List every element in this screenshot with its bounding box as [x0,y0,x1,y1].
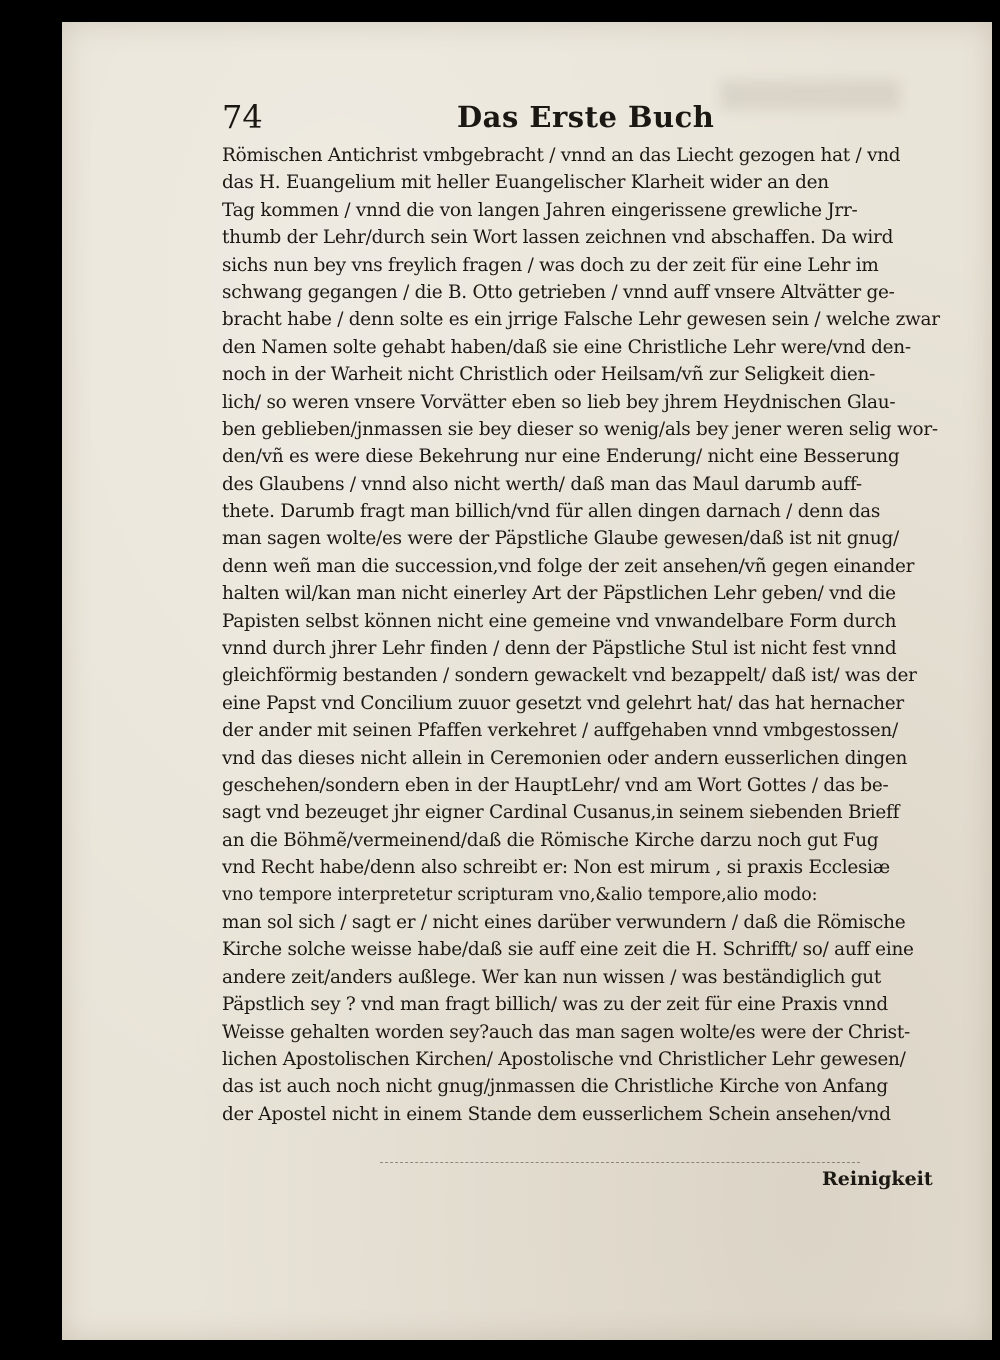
text-line: schwang gegangen / die B. Otto getrieben / vnnd auff vnsere Altvätter ge- [222,281,895,303]
latin-text-line: vno tempore interpretetur scripturam vno,&alio tempore,alio modo: [222,884,818,905]
text-line: der Apostel nicht in einem Stande dem eusserlichem Schein ansehen/vnd [222,1103,891,1125]
text-line: Römischen Antichrist vmbgebracht / vnnd an das Liecht gezogen hat / vnd [222,145,901,166]
text-line: Weisse gehalten worden sey?auch das man sagen wolte/es were der Christ- [222,1021,910,1043]
text-line: der ander mit seinen Pfaffen verkehret / auffgehaben vnnd vmbgestossen/ [222,720,898,742]
text-line: lich/ so weren vnsere Vorvätter eben so lieb bey jhrem Heydnischen Glau- [222,391,896,413]
body-text [222,142,942,1142]
text-line: andere zeit/anders außlege. Wer kan nun wissen / was beständiglich gut [222,966,881,988]
text-line: thete. Darumb fragt man billich/vnd für allen dingen darnach / denn das [222,501,881,523]
text-line: eine Papst vnd Concilium zuuor gesetzt vnd gelehrt hat/ das hat hernacher [222,692,904,714]
text-line: gleichförmig bestanden / sondern gewackelt vnd bezappelt/ daß ist/ was der [222,665,917,687]
text-line: ben geblieben/jnmassen sie bey dieser so wenig/als bey jener weren selig wor- [222,418,938,440]
text-line: vnd Recht habe/denn also schreibt er: Non est mirum , si praxis Ecclesiæ [222,857,890,879]
text-line: bracht habe / denn solte es ein jrrige Falsche Lehr gewesen sein / welche zwar [222,309,940,331]
running-title: Das Erste Buch [457,100,715,134]
text-line: noch in der Warheit nicht Christlich oder Heilsam/vñ zur Seligkeit dien- [222,364,876,386]
text-line: denn weñ man die succession,vnd folge der zeit ansehen/vñ gegen einander [222,555,915,577]
text-line: geschehen/sondern eben in der HauptLehr/ vnd am Wort Gottes / das be- [222,774,889,796]
text-line: das H. Euangelium mit heller Euangelischer Klarheit wider an den [222,172,829,194]
text-line: an die Böhmẽ/vermeinend/daß die Römische Kirche darzu noch gut Fug [222,829,879,851]
page-header [222,98,942,142]
text-line: sichs nun bey vns freylich fragen / was doch zu der zeit für eine Lehr im [222,254,879,276]
text-line: den Namen solte gehabt haben/daß sie eine Christliche Lehr were/vnd den- [222,336,911,358]
text-line: man sol sich / sagt er / nicht eines darüber verwundern / daß die Römische [222,911,906,933]
text-line: lichen Apostolischen Kirchen/ Apostolische vnd Christlicher Lehr gewesen/ [222,1048,906,1070]
text-line: Kirche solche weisse habe/daß sie auff eine zeit die H. Schrifft/ so/ auff eine [222,939,914,961]
catchword: Reinigkeit [822,1168,933,1190]
text-line: Päpstlich sey ? vnd man fragt billich/ was zu der zeit für eine Praxis vnnd [222,994,888,1016]
text-line: Tag kommen / vnnd die von langen Jahren eingerissene grewliche Jrr- [222,199,858,221]
page-number: 74 [222,98,263,136]
text-line: vnd das dieses nicht allein in Ceremonien oder andern eusserlichen dingen [222,747,908,769]
text-line: den/vñ es were diese Bekehrung nur eine Enderung/ nicht eine Besserung [222,446,900,468]
text-line: des Glaubens / vnnd also nicht werth/ daß man das Maul darumb auff- [222,473,862,495]
text-line: thumb der Lehr/durch sein Wort lassen zeichnen vnd abschaffen. Da wird [222,227,894,249]
text-line: man sagen wolte/es were der Päpstliche Glaube gewesen/daß ist nit gnug/ [222,528,899,550]
text-line: Papisten selbst können nicht eine gemeine vnd vnwandelbare Form durch [222,610,897,632]
text-line: halten wil/kan man nicht einerley Art der Päpstlichen Lehr geben/ vnd die [222,583,896,605]
text-line: sagt vnd bezeuget jhr eigner Cardinal Cusanus,in seinem siebenden Brieff [222,802,900,824]
text-line: das ist auch noch nicht gnug/jnmassen die Christliche Kirche von Anfang [222,1076,888,1098]
text-line: vnnd durch jhrer Lehr finden / denn der Päpstliche Stul ist nicht fest vnnd [222,638,897,660]
handwritten-underline [380,1160,860,1163]
